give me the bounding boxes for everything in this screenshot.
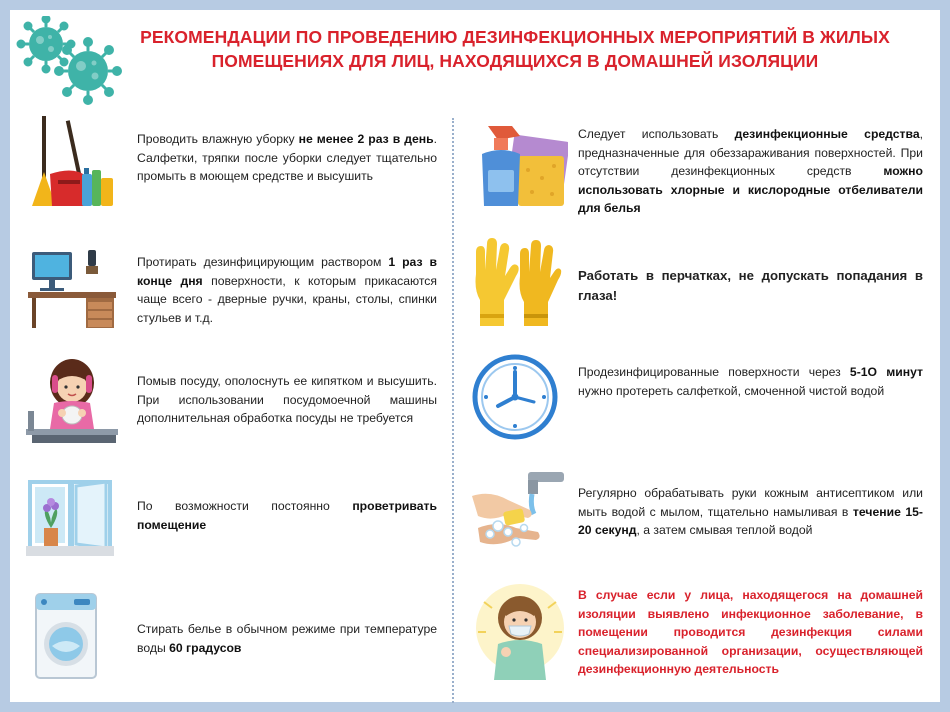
window-plant-icon [26,478,114,560]
title-line-2: ПОМЕЩЕНИЯХ ДЛЯ ЛИЦ, НАХОДЯЩИХСЯ В ДОМАШНЕЙ ИЗОЛЯЦИИ [211,51,819,71]
spray-sponge-icon [468,116,568,212]
girl-dishes-icon [24,355,120,447]
broom-bucket-icon [28,114,118,210]
gloves-icon [470,234,562,328]
infection-text: В случае если у лица, находящегося на домашней изоляции выявлено инфекционное заболевание, в помещении проводится дезинфекция силами специализированной организации, осуществляющей дезинфекционную деятельность [578,588,923,676]
clock-icon [472,354,558,440]
column-divider [452,118,454,703]
handwash-text: Регулярно обрабатывать руки кожным антисептиком или мыть водой с мылом, тщательно намыливая в течение 15-20 секунд, а затем смывая теплой водой [578,486,923,537]
ventilation-text: По возможности постоянно проветривать помещение [137,499,437,532]
desk-computer-icon [28,248,116,330]
virus-icon [16,16,126,106]
wiping-text: Протирать дезинфицирующим раствором 1 раз в конце дня поверхности, к которым прикасаются чаще всего - дверные ручки, краны, столы, спинки стульев и т.д. [137,255,437,325]
sick-person-icon [472,582,568,682]
disinfectants-text: Следует использовать дезинфекционные средства, предназначенные для обеззараживания поверхностей. При отсутствии дезинфекционных средств можно использовать хлорные и кислородные отбеливатели для белья [578,127,924,215]
laundry-text: Стирать белье в обычном режиме при температуре воды 60 градусов [137,622,437,655]
dishes-text: Помыв посуду, ополоснуть ее кипятком и высушить. При использовании посудомоечной машины дополнительная обработка посуды не требуется [137,374,437,425]
washing-machine-icon [34,592,98,680]
handwash-icon [468,470,568,556]
page-title [120,25,910,73]
timer-text: Продезинфицированные поверхности через 5-1О минут нужно протереть салфеткой, смоченной чистой водой [578,365,923,398]
cleaning-text: Проводить влажную уборку не менее 2 раз в день. Салфетки, тряпки после уборки следует тщательно промыть в моющем средстве и высушить [137,132,437,183]
gloves-text: Работать в перчатках, не допускать попадания в глаза! [578,268,923,303]
title-line-1: РЕКОМЕНДАЦИИ ПО ПРОВЕДЕНИЮ ДЕЗИНФЕКЦИОННЫХ МЕРОПРИЯТИЙ В ЖИЛЫХ [140,27,890,47]
